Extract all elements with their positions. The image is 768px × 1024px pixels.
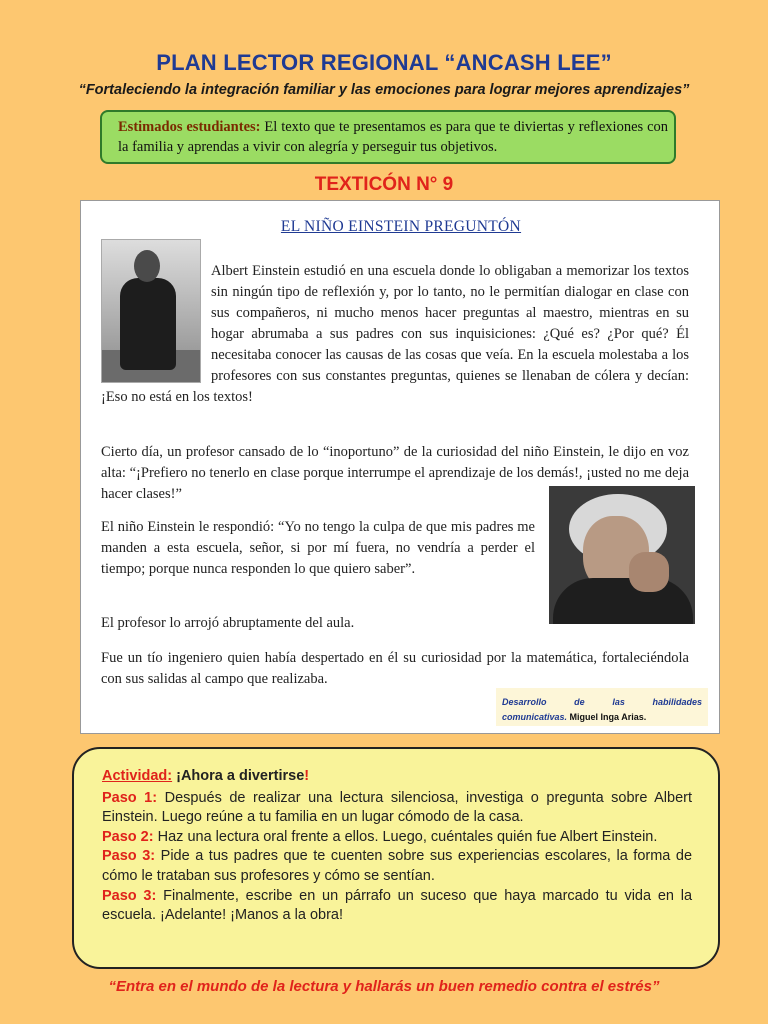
story-paragraph: Fue un tío ingeniero quien había despertado en él su curiosidad por la matemática, fortaleciéndola con sus salidas al campo que realizaba. <box>101 650 689 687</box>
footer-quote: “Entra en el mundo de la lectura y hallarás un buen remedio contra el estrés” <box>108 978 660 995</box>
intro-box <box>100 110 676 164</box>
activity-step: Paso 3: Pide a tus padres que te cuenten sobre sus experiencias escolares, la forma de cómo le trataban sus profesores y cómo se sentían. <box>102 848 693 884</box>
story-paragraph: El profesor lo arrojó abruptamente del aula. <box>101 615 355 631</box>
young-einstein-photo <box>101 239 201 383</box>
intro-text: El texto que te presentamos es para que te diviertas y reflexiones con la familia y aprendas a vivir con alegría y perseguir tus objetivos. <box>118 119 669 155</box>
credit-author: Miguel Inga Arias. <box>569 712 647 722</box>
page-subtitle: “Fortaleciendo la integración familiar y las emociones para lograr mejores aprendizajes” <box>78 82 690 98</box>
activity-step: Paso 1: Después de realizar una lectura silenciosa, investiga o pregunta sobre Albert Einstein. Luego reúne a tu familia en un lugar cómodo de la casa. <box>102 789 693 826</box>
story-paragraph: Cierto día, un profesor cansado de lo “inoportuno” de la curiosidad del niño Einstein, le dijo en voz alta: “¡Prefiero no tenerlo en clase porque interrumpe el aprendizaje de los demás!, ¡usted no me deja hacer clases!” <box>101 444 689 502</box>
activity-step: Paso 2: Haz una lectura oral frente a ellos. Luego, cuéntales quién fue Albert Einstein. <box>102 828 658 845</box>
intro-lead: Estimados estudiantes: <box>118 119 261 135</box>
page-title: PLAN LECTOR REGIONAL “ANCASH LEE” <box>156 50 612 75</box>
texticon-number: TEXTICÓN N° 9 <box>314 174 454 195</box>
story-paragraph: Albert Einstein estudió en una escuela donde lo obligaban a memorizar los textos sin ningún tipo de reflexión y, por lo tanto, no le permitían dialogar en clase con sus compañeros, ni mucho menos hacer preguntas al maestro, mientras en su hogar abrumaba a sus padres con sus inquisiciones: ¿Qué es? ¿Por qué? Él necesitaba conocer las causas de las cosas que veía. En la escuela molestaba a los profesores con sus constantes preguntas, quienes se llenaban de cólera y decían: ¡Eso no está en los textos! <box>101 261 689 408</box>
activity-heading: Actividad: ¡Ahora a divertirse! <box>102 768 310 784</box>
einstein-portrait-photo <box>549 486 695 624</box>
activity-step: Paso 3: Finalmente, escribe en un párrafo un suceso que haya marcado tu vida en la escuela. ¡Adelante! ¡Manos a la obra! <box>102 887 693 924</box>
story-paragraph: El niño Einstein le respondió: “Yo no tengo la culpa de que mis padres me manden a esta escuela, señor, si por mí fuera, no vendría a perder el tiempo; porque nunca responden lo que quiero saber”. <box>101 519 535 577</box>
story-title: EL NIÑO EINSTEIN PREGUNTÓN <box>280 218 522 235</box>
activity-box <box>72 747 720 969</box>
story-box <box>80 200 720 734</box>
source-credit: Desarrollo de las habilidades comunicativas. Miguel Inga Arias. <box>496 688 708 726</box>
